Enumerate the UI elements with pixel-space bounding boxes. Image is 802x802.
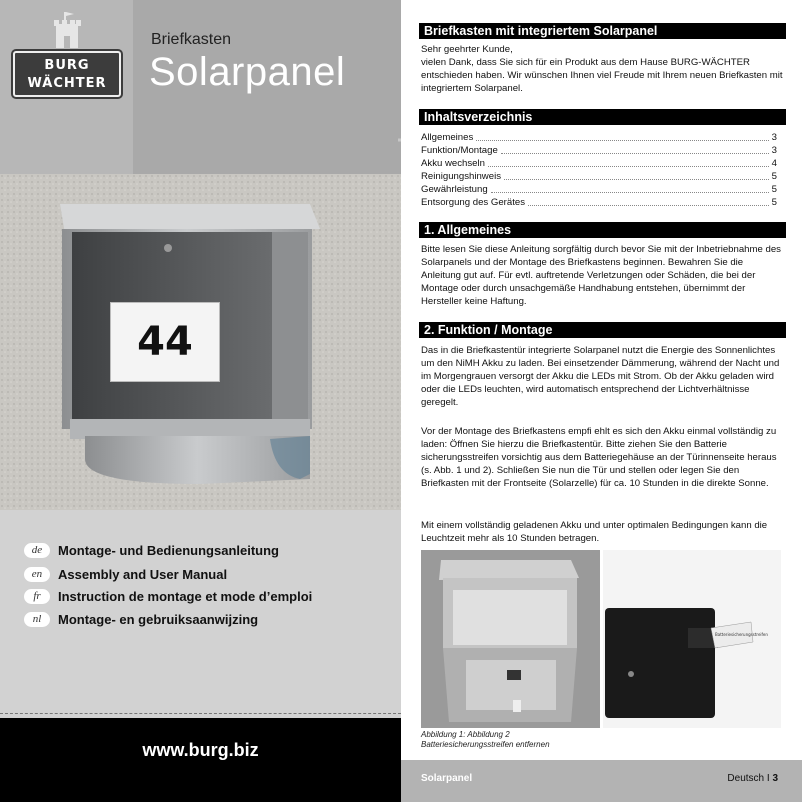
footer-separator: I — [766, 773, 770, 784]
toc-label: Akku wechseln — [421, 158, 485, 169]
house-number-plate: 44 — [110, 302, 220, 382]
brand-strip — [0, 0, 133, 174]
toc-page: 3 — [771, 145, 777, 156]
toc-item[interactable] — [421, 131, 777, 144]
solar-panel-sun-icon — [383, 10, 401, 174]
figure-1 — [421, 550, 600, 728]
toc-item[interactable] — [421, 170, 777, 183]
figure-caption-1: Abbildung 1: Abbildung 2 — [421, 730, 510, 739]
website-link[interactable]: www.burg.biz — [142, 740, 259, 760]
toc-item[interactable] — [421, 196, 777, 209]
section2-para2: Vor der Montage des Briefkastens empfi ehlt es sich den Akku einmal vollständig zu laden: Öffnen Sie hierzu die Briefkastentür. Bitte ziehen Sie den Batterie sicherungsstreifen vorsichtig aus dem Batteriegehäuse an der Türinnenseite heraus (s. Abb. 1 und 2). Schließen Sie nun die Tür und stellen oder legen Sie den Briefkasten mit der Frontseite (Solarzelle) für ca. 10 Stunden in die direkte Sonne. — [421, 426, 777, 489]
lang-code: en — [24, 567, 50, 582]
toc-label: Entsorgung des Gerätes — [421, 197, 525, 208]
manual-item-nl — [24, 612, 258, 627]
toc-page: 5 — [771, 197, 777, 208]
lang-code: de — [24, 543, 50, 558]
cover-title: Solarpanel — [149, 50, 346, 94]
figure-2 — [603, 550, 781, 728]
strip-label: Batteriesicherungsstreifen — [715, 632, 768, 637]
toc-page: 4 — [771, 158, 777, 169]
cover-subtitle: Briefkasten — [151, 31, 232, 48]
manual-language-list — [0, 510, 401, 710]
intro-heading: Briefkasten mit integriertem Solarpanel — [419, 23, 786, 39]
lang-code: nl — [24, 612, 50, 627]
brand-line-1: BURG — [44, 58, 90, 73]
toc-heading: Inhaltsverzeichnis — [419, 109, 786, 125]
toc-item[interactable] — [421, 157, 777, 170]
footer-language: Deutsch — [727, 773, 765, 784]
manual-title: Montage- und Bedienungsanleitung — [58, 543, 279, 558]
toc-page: 3 — [771, 132, 777, 143]
manual-item-fr — [24, 589, 312, 604]
brand-logo — [13, 51, 121, 97]
section2-para3: Mit einem vollständig geladenen Akku und unter optimalen Bedingungen kann die Leuchtzeit mehr als 10 Stunden betragen. — [421, 520, 768, 544]
cut-line — [0, 713, 401, 714]
battery-strip-photo — [603, 550, 781, 728]
toc-page: 5 — [771, 171, 777, 182]
manual-title: Instruction de montage et mode d’emploi — [58, 589, 313, 604]
toc-label: Funktion/Montage — [421, 145, 498, 156]
section2-para1: Das in die Briefkastentür integrierte Solarpanel nutzt die Energie des Sonnenlichtes um den NiMH Akku zu laden. Bei einsetzender Dämmerung, während der Nacht und im Morgengrauen versorgt der Akku die LEDs mit Strom. Ob der Akku geladen wird oder die LEDs leuchten, wird automatisch entsprechend der Lichtverhältnisse geregelt. — [421, 345, 780, 408]
lang-code: fr — [24, 589, 50, 604]
figure-caption-2: Batteriesicherungsstreifen entfernen — [421, 740, 550, 749]
manual-title: Montage- en gebruiksaanwijzing — [58, 612, 259, 627]
manual-item-en — [24, 567, 227, 582]
castle-icon — [50, 10, 84, 48]
manual-item-de — [24, 543, 279, 558]
intro-text: Sehr geehrter Kunde, vielen Dank, dass Sie sich für ein Produkt aus dem Hause BURG-WÄCHTER entschieden haben. Wir wünschen Ihnen viel Freude mit Ihrem neuen Briefkasten mit integriertem Solarpanel. — [421, 44, 783, 94]
toc-label: Reinigungshinweis — [421, 171, 501, 182]
toc-item[interactable] — [421, 144, 777, 157]
content-panel — [401, 0, 802, 802]
footer-page-info — [727, 773, 778, 784]
footer-page-number: 3 — [772, 773, 778, 784]
open-mailbox-photo — [421, 550, 600, 728]
manual-title: Assembly and User Manual — [58, 567, 228, 582]
section1-text: Bitte lesen Sie diese Anleitung sorgfältig durch bevor Sie mit der Inbetriebnahme des Solarpanels und der Montage des Briefkastens beginnen. Bewahren Sie die Anleitung gut auf. Für evtl. auftretende Verletzungen oder Schäden, die bei der Montage oder durch unsachgemäße Handhabung entstehen, übernimmt der Hersteller keine Haftung. — [421, 244, 781, 307]
footer-title: Solarpanel — [421, 773, 473, 784]
toc-label: Allgemeines — [421, 132, 474, 143]
toc-item[interactable] — [421, 183, 777, 196]
section2-heading: 2. Funktion / Montage — [419, 322, 786, 338]
section1-heading: 1. Allgemeines — [419, 222, 786, 238]
toc-page: 5 — [771, 184, 777, 195]
toc-label: Gewährleistung — [421, 184, 488, 195]
brand-line-2: WÄCHTER — [27, 76, 107, 91]
